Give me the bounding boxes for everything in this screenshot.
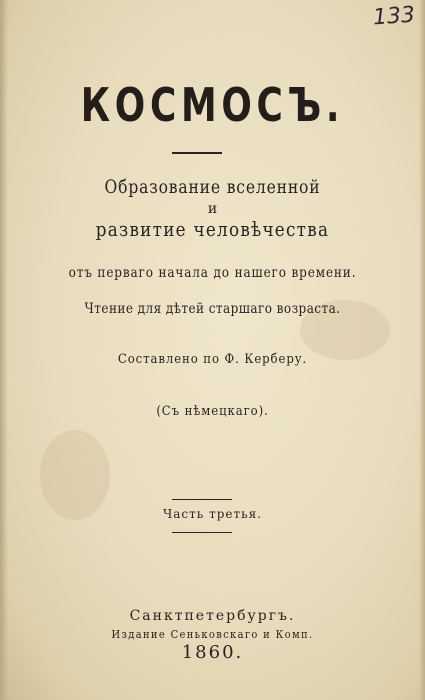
handwritten-annotation: 133 (372, 2, 416, 31)
subtitle-line-3: отъ перваго начала до нашего времени. (68, 265, 357, 281)
book-title: КОСМОСЪ. (80, 78, 345, 132)
page-right-edge-shadow (419, 0, 425, 700)
part-label: Часть третья. (162, 507, 263, 521)
publication-year: 1860. (181, 642, 244, 663)
page-left-edge-shadow (0, 0, 8, 700)
publisher-line: Издание Сеньковскаго и Комп. (111, 628, 314, 641)
translation-note: (Съ нѣмецкаго). (156, 404, 269, 419)
audience-line: Чтение для дѣтей старшаго возраста. (84, 301, 341, 317)
subtitle-conjunction: и (207, 201, 218, 217)
part-divider-top (172, 499, 232, 500)
subtitle-line-2: развитие человѣчества (95, 217, 330, 241)
publication-city: Санктпетербургъ. (129, 608, 296, 624)
part-divider-bottom (172, 532, 232, 533)
compiled-by-line: Составлено по Ф. Керберу. (117, 352, 308, 367)
title-divider (172, 152, 222, 154)
subtitle-line-1: Образование вселенной (104, 176, 321, 198)
